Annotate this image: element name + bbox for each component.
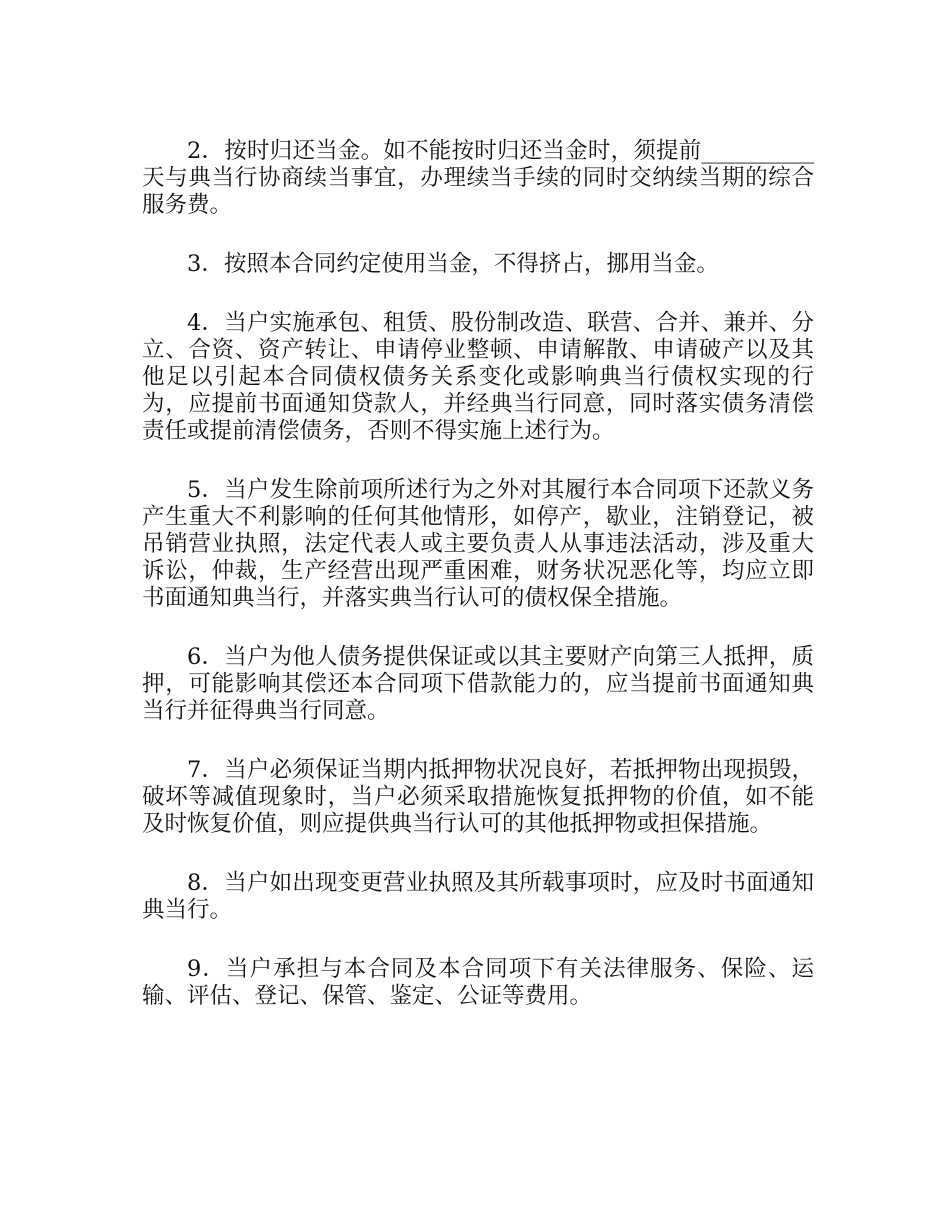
document-body bbox=[142, 138, 814, 1042]
clause-3: 3．按照本合同约定使用当金，不得挤占，挪用当金。 bbox=[187, 251, 719, 277]
clause-4: 4．当户实施承包、租赁、股份制改造、联营、合并、兼并、分立、合资、资产转让、申请停业整顿、申请解散、申请破产以及其他足以引起本合同债权债务关系变化或影响典当行债权实现的行为，应提前书面通知贷款人，并经典当行同意，同时落实债务清偿责任或提前清偿债务，否则不得实施上述行为。 bbox=[142, 310, 814, 444]
clause-9: 9．当户承担与本合同及本合同项下有关法律服务、保险、运输、评估、登记、保管、鉴定、公证等费用。 bbox=[142, 956, 814, 1009]
clause-5: 5．当户发生除前项所述行为之外对其履行本合同项下还款义务产生重大不利影响的任何其他情形，如停产，歇业，注销登记，被吊销营业执照，法定代表人或主要负责人从事违法活动，涉及重大诉讼，仲裁，生产经营出现严重困难，财务状况恶化等，均应立即书面通知典当行，并落实典当行认可的债权保全措施。 bbox=[142, 477, 814, 611]
clause-8: 8．当户如出现变更营业执照及其所载事项时，应及时书面通知典当行。 bbox=[142, 870, 814, 923]
clause-2: 2．按时归还当金。如不能按时归还当金时，须提前__________天与典当行协商续当事宜，办理续当手续的同时交纳续当期的综合服务费。 bbox=[142, 138, 814, 218]
clause-7: 7．当户必须保证当期内抵押物状况良好，若抵押物出现损毁，破坏等减值现象时，当户必须采取措施恢复抵押物的价值，如不能及时恢复价值，则应提供典当行认可的其他抵押物或担保措施。 bbox=[142, 757, 814, 837]
clause-6: 6．当户为他人债务提供保证或以其主要财产向第三人抵押，质押，可能影响其偿还本合同项下借款能力的，应当提前书面通知典当行并征得典当行同意。 bbox=[142, 644, 814, 724]
